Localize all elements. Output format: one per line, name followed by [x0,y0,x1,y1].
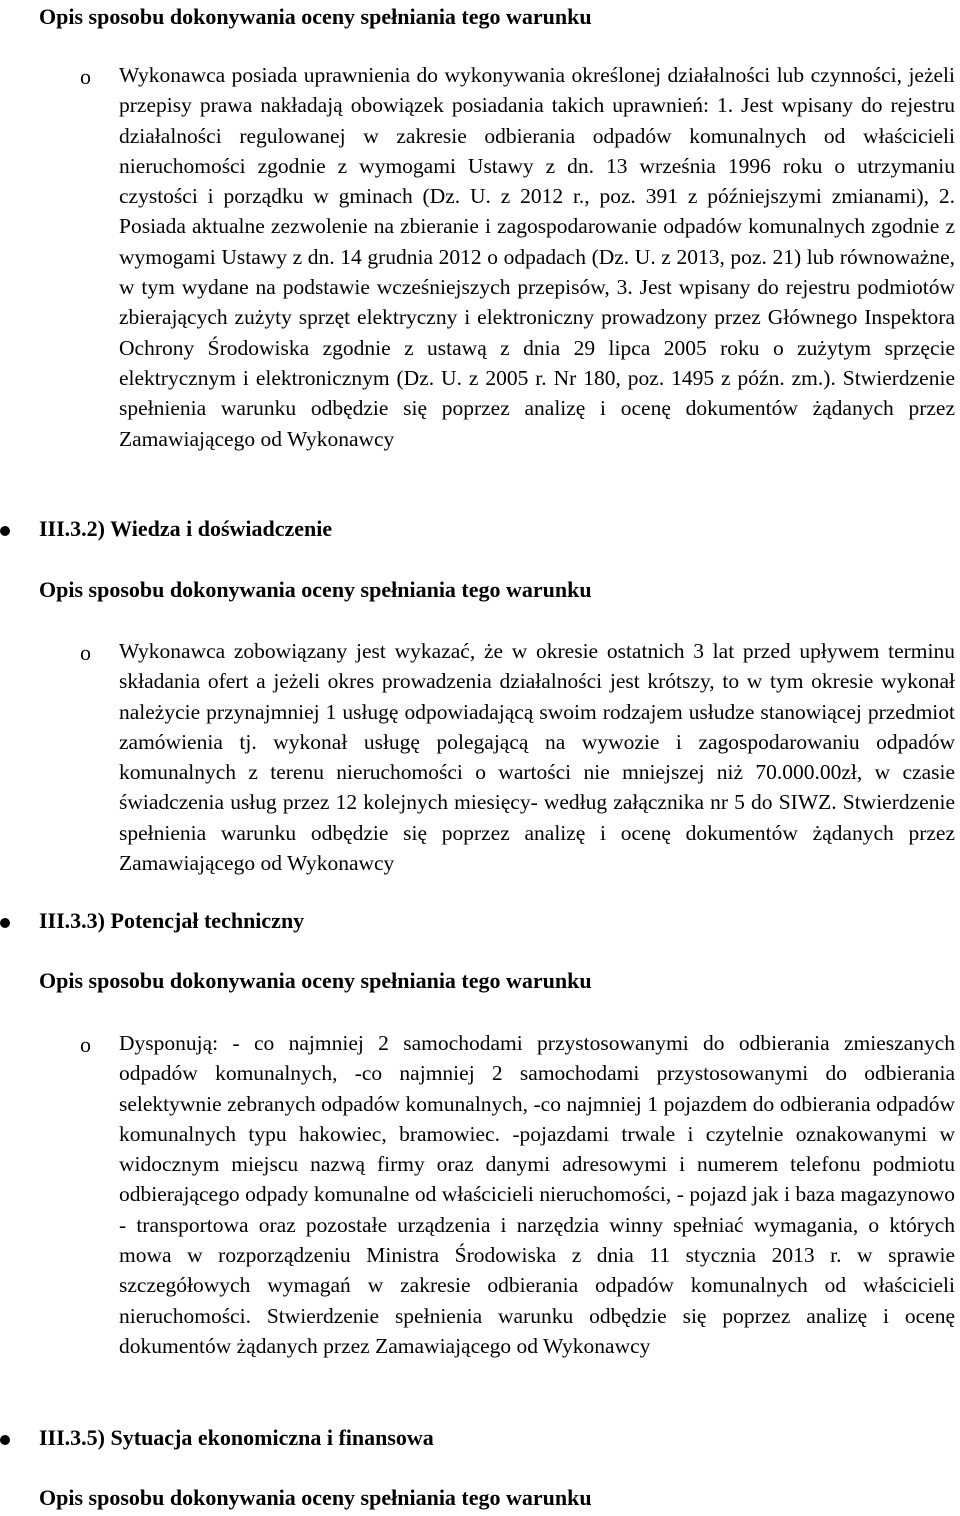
list-marker: o [80,64,91,89]
paragraph-permissions: Wykonawca posiada uprawnienia do wykonywania określonej działalności lub czynności, jeżeli przepisy prawa nakładają obowiązek posiadania takich uprawnień: 1. Jest wpisany do rejestru działalności regulowanej w zakresie odbierania odpadów komunalnych od właścicieli nieruchomości zgodnie z wymogami Ustawy z dn. 13 września 1996 roku o utrzymaniu czystości i porządku w gminach (Dz. U. z 2012 r., poz. 391 z późniejszymi zmianami), 2. Posiada aktualne zezwolenie na zbieranie i zagospodarowanie odpadów komunalnych zgodnie z wymogami Ustawy z dn. 14 grudnia 2012 o odpadach (Dz. U. z 2013, poz. 21) lub równoważne, w tym wydane na podstawie wcześniejszych przepisów, 3. Jest wpisany do rejestru podmiotów zbierających zużyty sprzęt elektryczny i elektroniczny prowadzony przez Głównego Inspektora Ochrony Środowiska zgodnie z ustawą z dnia 29 lipca 2005 roku o zużytym sprzęcie elektrycznym i elektronicznym (Dz. U. z 2005 r. Nr 180, poz. 1495 z późn. zm.). Stwierdzenie spełnienia warunku odbędzie się poprzez analizę i ocenę dokumentów żądanych przez Zamawiającego od Wykonawcy [119,63,955,451]
section-label: III.3.3) Potencjał techniczny [39,908,305,933]
paragraph-technical: Dysponują: - co najmniej 2 samochodami przystosowanymi do odbierania zmieszanych odpadów komunalnych, -co najmniej 2 samochodami przystosowanymi do odbierania selektywnie zebranych odpadów komunalnych, -co najmniej 1 pojazdem do odbierania odpadów komunalnych typu hakowiec, bramowiec. -pojazdami trwale i czytelnie oznakowanymi w widocznym miejscu nazwą firmy oraz danymi adresowymi i numerem telefonu podmiotu odbierającego odpady komunalne od właścicieli nieruchomości, - pojazd jak i baza magazynowo - transportowa oraz pozostałe urządzenia i narzędzia winny spełniać wymagania, o których mowa w rozporządzeniu Ministra Środowiska z dnia 11 stycznia 2013 r. w sprawie szczegółowych wymagań w zakresie odbierania odpadów komunalnych od właścicieli nieruchomości. Stwierdzenie spełnienia warunku odbędzie się poprzez analizę i ocenę dokumentów żądanych przez Zamawiającego od Wykonawcy [119,1031,955,1358]
list-marker: o [80,1032,91,1057]
assessment-heading-1: Opis sposobu dokonywania oceny spełniania tego warunku [39,4,592,29]
section-label: III.3.2) Wiedza i doświadczenie [39,516,333,541]
paragraph-experience: Wykonawca zobowiązany jest wykazać, że w okresie ostatnich 3 lat przed upływem terminu składania ofert a jeżeli okres prowadzenia działalności jest krótszy, to w tym okresie wykonał należycie przynajmniej 1 usługę odpowiadającą swoim rodzajem usłudze stanowiącej przedmiot zamówienia tj. wykonał usługę polegającą na wywozie i zagospodarowaniu odpadów komunalnych z terenu nieruchomości o wartości nie mniejszej niż 70.000.00zł, w czasie świadczenia usług przez 12 kolejnych miesięcy- według załącznika nr 5 do SIWZ. Stwierdzenie spełnienia warunku odbędzie się poprzez analizę i ocenę dokumentów żądanych przez Zamawiającego od Wykonawcy [119,639,955,876]
assessment-heading-3: Opis sposobu dokonywania oceny spełniania tego warunku [39,968,592,993]
section-label: III.3.5) Sytuacja ekonomiczna i finansowa [39,1425,434,1450]
bullet-dot-icon [0,918,10,928]
assessment-heading-2: Opis sposobu dokonywania oceny spełniania tego warunku [39,577,592,602]
section-heading-knowledge-experience [0,516,700,546]
section-heading-economic-situation [0,1425,700,1455]
section-heading-technical-potential [0,908,700,938]
bullet-dot-icon [0,1435,10,1445]
bullet-dot-icon [0,526,10,536]
assessment-heading-4: Opis sposobu dokonywania oceny spełniania tego warunku [39,1485,592,1510]
list-marker: o [80,640,91,665]
